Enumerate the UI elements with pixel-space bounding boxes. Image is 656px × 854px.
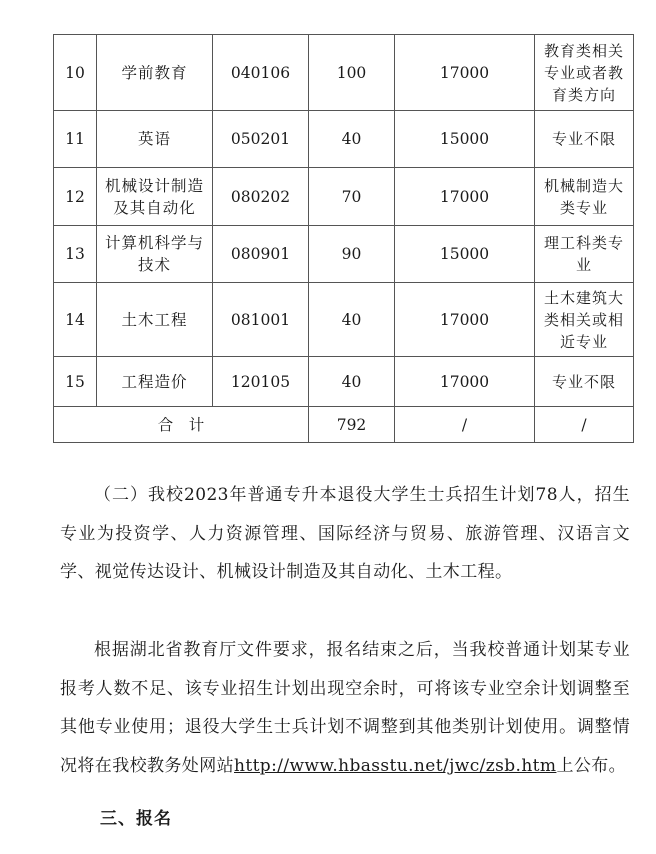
major-requirement: 理工科类专业 [535,226,634,283]
major-name: 学前教育 [97,35,213,111]
row-number: 13 [54,226,97,283]
plan-count: 100 [309,35,395,111]
major-code: 081001 [213,283,309,357]
paragraph-text-end: 上公布。 [556,755,627,776]
table-row [54,357,634,407]
major-name: 工程造价 [97,357,213,407]
major-name: 英语 [97,111,213,168]
total-requirement: / [535,407,634,443]
row-number: 10 [54,35,97,111]
total-tuition-fee: / [395,407,535,443]
major-code: 120105 [213,357,309,407]
section-heading: 三、报名 [100,809,172,829]
table-row [54,226,634,283]
row-number: 11 [54,111,97,168]
major-requirement: 专业不限 [535,111,634,168]
major-requirement: 专业不限 [535,357,634,407]
major-requirement: 土木建筑大类相关或相近专业 [535,283,634,357]
paragraph-plan-adjustment [60,631,630,785]
total-plan-count: 792 [309,407,395,443]
major-name: 计算机科学与技术 [97,226,213,283]
paragraph-veteran-plan: （二）我校2023年普通专升本退役大学生士兵招生计划78人，招生专业为投资学、人力资源管理、国际经济与贸易、旅游管理、汉语言文学、视觉传达设计、机械设计制造及其自动化、土木工程。 [60,485,630,582]
table-row [54,35,634,111]
table-row [54,283,634,357]
row-number: 15 [54,357,97,407]
plan-count: 70 [309,168,395,226]
tuition-fee: 15000 [395,226,535,283]
website-link[interactable]: http://www.hbasstu.net/jwc/zsb.htm [234,755,557,776]
enrollment-plan-table [53,34,634,443]
tuition-fee: 15000 [395,111,535,168]
major-requirement: 教育类相关专业或者教育类方向 [535,35,634,111]
plan-count: 40 [309,283,395,357]
plan-count: 40 [309,357,395,407]
major-name: 土木工程 [97,283,213,357]
major-requirement: 机械制造大类专业 [535,168,634,226]
row-number: 12 [54,168,97,226]
major-name: 机械设计制造及其自动化 [97,168,213,226]
plan-count: 90 [309,226,395,283]
major-code: 040106 [213,35,309,111]
table-row [54,111,634,168]
major-code: 080202 [213,168,309,226]
tuition-fee: 17000 [395,283,535,357]
total-row [54,407,634,443]
major-code: 050201 [213,111,309,168]
tuition-fee: 17000 [395,168,535,226]
tuition-fee: 17000 [395,357,535,407]
tuition-fee: 17000 [395,35,535,111]
row-number: 14 [54,283,97,357]
major-code: 080901 [213,226,309,283]
paragraph-text: 根据湖北省教育厅文件要求，报名结束之后，当我校普通计划某专业报考人数不足、该专业招生计划出现空余时，可将该专业空余计划调整至其他专业使用；退役大学生士兵计划不调整到其他类别计划使用。调整情况将在我校教务处网站 [60,640,630,776]
total-label: 合 计 [54,407,309,443]
table-row [54,168,634,226]
plan-count: 40 [309,111,395,168]
